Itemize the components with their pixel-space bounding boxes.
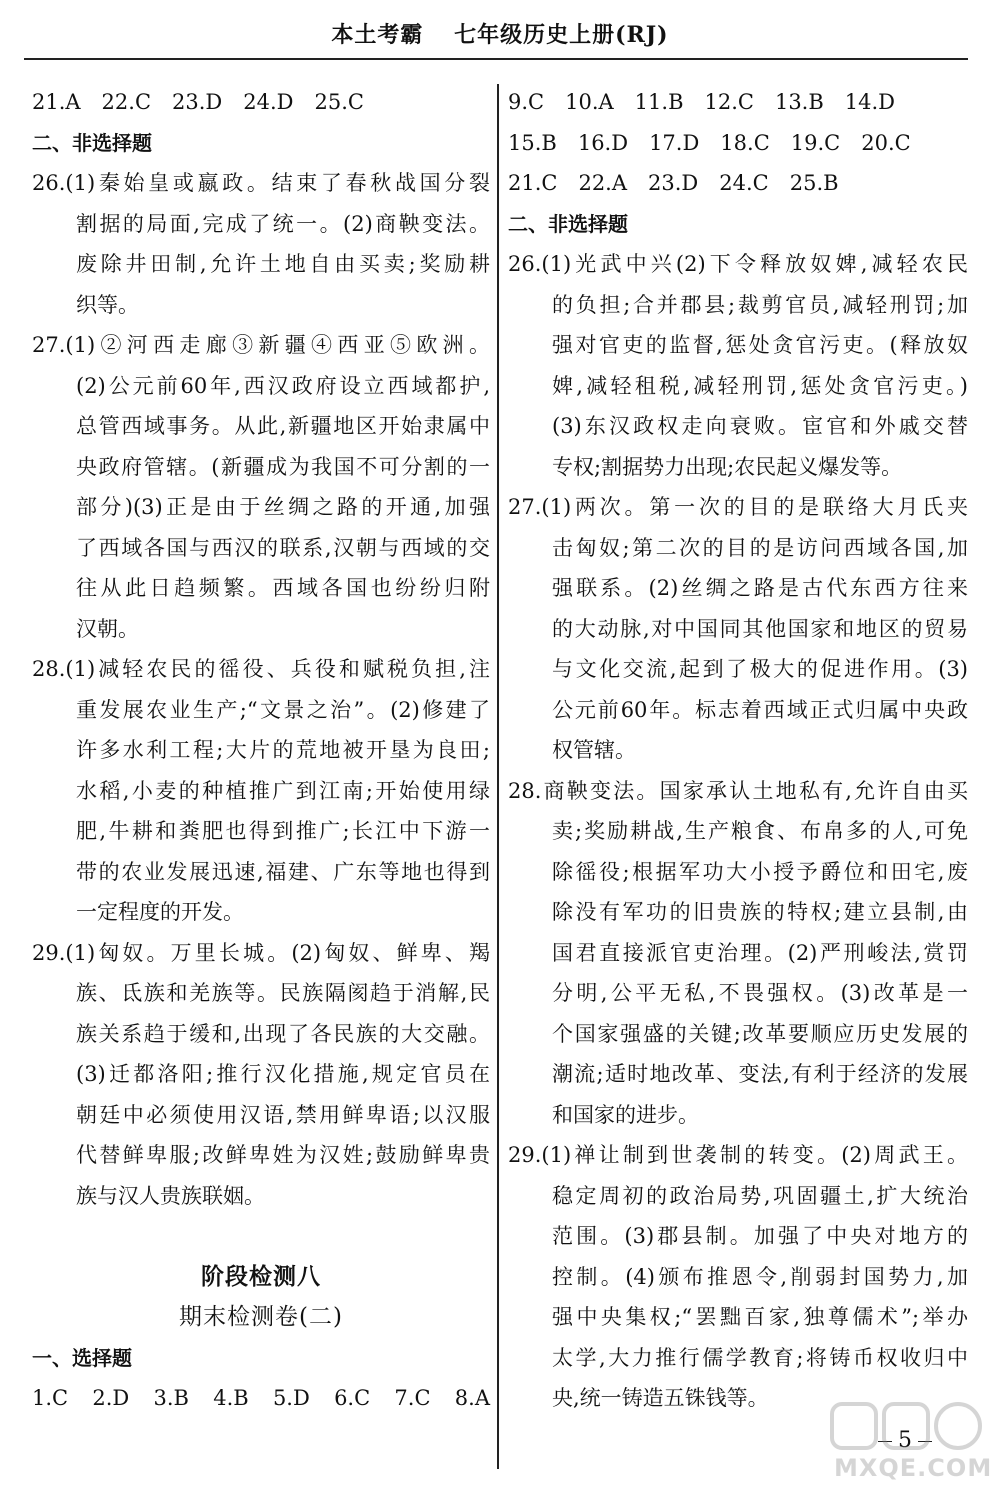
- right-column: [508, 82, 968, 1419]
- answer-continuation-line: 与文化交流,起到了极大的促进作用。(3): [552, 657, 968, 681]
- answer-continuation-line: 族、氐族和羌族等。民族隔阂趋于消解,民: [76, 981, 490, 1005]
- answer-continuation-line: 婢,减轻租税,减轻刑罚,惩处贪官污吏。): [552, 373, 968, 398]
- answer-key-line: 21.C 22.A 23.D 24.C 25.B: [508, 171, 839, 195]
- section-heading: 二、非选择题: [32, 130, 152, 155]
- answer-continuation-line: 带的农业发展迅速,福建、广东等地也得到: [76, 859, 490, 884]
- watermark-icon: [826, 1398, 986, 1458]
- answer-line: 26.(1)光武中兴(2)下令释放奴婢,减轻农民: [508, 252, 968, 276]
- exam-title: 期末检测卷(二): [179, 1304, 343, 1330]
- answer-continuation-line: 族关系趋于缓和,出现了各民族的大交融。: [76, 1021, 490, 1046]
- answer-continuation-line: 代替鲜卑服;改鲜卑姓为汉姓;鼓励鲜卑贵: [76, 1143, 490, 1167]
- answer-continuation-line: 的大动脉,对中国同其他国家和地区的贸易: [552, 616, 968, 641]
- answer-line: 27.(1)两次。第一次的目的是联络大月氏夹: [508, 495, 968, 519]
- answer-continuation-line: 强联系。(2)丝绸之路是古代东西方往来: [552, 576, 968, 600]
- answer-continuation-line: 除没有军功的旧贵族的特权;建立县制,由: [552, 900, 968, 924]
- answer-continuation-line: 权管辖。: [552, 738, 636, 762]
- answer-continuation-line: 的负担;合并郡县;裁剪官员,减轻刑罚;加: [552, 292, 968, 317]
- answer-continuation-line: 公元前60年。标志着西域正式归属中央政: [552, 697, 968, 722]
- answer-continuation-line: 太学,大力推行儒学教育;将铸币权收归中: [552, 1345, 968, 1370]
- column-divider: [497, 84, 499, 1469]
- series-name: 本土考霸: [331, 22, 424, 48]
- left-column: [32, 82, 490, 1419]
- answer-key-line: 15.B 16.D 17.D 18.C 19.C 20.C: [508, 130, 911, 155]
- answer-continuation-line: (2)公元前60年,西汉政府设立西域都护,: [76, 373, 490, 398]
- blank-space: [32, 1216, 490, 1257]
- answer-line: 1.C 2.D 3.B 4.B 5.D 6.C 7.C 8.A: [32, 1386, 490, 1410]
- answer-continuation-line: 卖;奖励耕战,生产粮食、布帛多的人,可免: [552, 819, 968, 843]
- answer-continuation-line: (3)东汉政权走向衰败。宦官和外戚交替: [552, 414, 968, 438]
- answer-continuation-line: 一定程度的开发。: [76, 900, 244, 924]
- answer-continuation-line: 潮流;适时地改革、变法,有利于经济的发展: [552, 1062, 968, 1086]
- answer-continuation-line: 击匈奴;第二次的目的是访问西域各国,加: [552, 535, 968, 560]
- answer-continuation-line: 除徭役;根据军功大小授予爵位和田宅,废: [552, 859, 968, 884]
- answer-continuation-line: 国君直接派官吏治理。(2)严刑峻法,赏罚: [552, 940, 968, 965]
- header-rule: [24, 58, 968, 60]
- answer-continuation-line: 族与汉人贵族联姻。: [76, 1183, 265, 1208]
- answer-continuation-line: 和国家的进步。: [552, 1102, 699, 1127]
- section-heading: 一、选择题: [32, 1345, 132, 1370]
- answer-line: 28.(1)减轻农民的徭役、兵役和赋税负担,注: [32, 657, 490, 681]
- page-number: 5: [872, 1428, 938, 1453]
- book-title: 七年级历史上册(RJ): [454, 22, 669, 48]
- answer-continuation-line: 范围。(3)郡县制。加强了中央对地方的: [552, 1224, 968, 1248]
- answer-continuation-line: 部分)(3)正是由于丝绸之路的开通,加强: [76, 495, 490, 519]
- answer-continuation-line: 个国家强盛的关键;改革要顺应历史发展的: [552, 1021, 968, 1046]
- watermark-text: MXQE.COM: [834, 1454, 993, 1482]
- answer-continuation-line: 了西域各国与西汉的联系,汉朝与西域的交: [76, 535, 490, 560]
- answer-continuation-line: 许多水利工程;大片的荒地被开垦为良田;: [76, 738, 490, 762]
- answer-continuation-line: 分明,公平无私,不畏强权。(3)改革是一: [552, 981, 968, 1005]
- watermark-logo: [826, 1398, 993, 1490]
- answer-continuation-line: 总管西域事务。从此,新疆地区开始隶属中: [76, 414, 490, 438]
- section-title: 阶段检测八: [201, 1263, 321, 1290]
- answer-key-line: 9.C 10.A 11.B 12.C 13.B 14.D: [508, 90, 896, 114]
- section-heading: 二、非选择题: [508, 211, 628, 236]
- answer-continuation-line: 央政府管辖。(新疆成为我国不可分割的一: [76, 454, 490, 479]
- answer-line: 29.(1)匈奴。万里长城。(2)匈奴、鲜卑、羯: [32, 940, 490, 965]
- answer-continuation-line: 汉朝。: [76, 616, 139, 641]
- answer-continuation-line: 强对官吏的监督,惩处贪官污吏。(释放奴: [552, 333, 968, 357]
- answer-continuation-line: 废除井田制,允许土地自由买卖;奖励耕: [76, 252, 490, 276]
- answer-continuation-line: 水稻,小麦的种植推广到江南;开始使用绿: [76, 778, 490, 803]
- answer-key-line: 21.A 22.C 23.D 24.D 25.C: [32, 90, 364, 114]
- answer-continuation-line: 稳定周初的政治局势,巩固疆土,扩大统治: [552, 1183, 968, 1208]
- answer-continuation-line: 专权;割据势力出现;农民起义爆发等。: [552, 454, 903, 479]
- answer-continuation-line: 强中央集权;“罢黜百家,独尊儒术”;举办: [552, 1305, 968, 1329]
- answer-continuation-line: 割据的局面,完成了统一。(2)商鞅变法。: [76, 211, 490, 236]
- answer-continuation-line: 央,统一铸造五铢钱等。: [552, 1386, 769, 1410]
- page-header: [0, 18, 1000, 49]
- answer-continuation-line: 往从此日趋频繁。西域各国也纷纷归附: [76, 576, 490, 600]
- answer-line: 26.(1)秦始皇或嬴政。结束了春秋战国分裂: [32, 171, 490, 195]
- answer-continuation-line: 肥,牛耕和粪肥也得到推广;长江中下游一: [76, 819, 490, 843]
- answer-continuation-line: (3)迁都洛阳;推行汉化措施,规定官员在: [76, 1062, 490, 1086]
- answer-continuation-line: 重发展农业生产;“文景之治”。(2)修建了: [76, 697, 490, 722]
- answer-continuation-line: 织等。: [76, 292, 139, 317]
- answer-line: 28.商鞅变法。国家承认土地私有,允许自由买: [508, 778, 968, 803]
- answer-line: 27.(1)②河西走廊③新疆④西亚⑤欧洲。: [32, 333, 490, 357]
- answer-continuation-line: 朝廷中必须使用汉语,禁用鲜卑语;以汉服: [76, 1102, 490, 1127]
- answer-line: 29.(1)禅让制到世袭制的转变。(2)周武王。: [508, 1143, 968, 1167]
- answer-continuation-line: 控制。(4)颁布推恩令,削弱封国势力,加: [552, 1264, 968, 1289]
